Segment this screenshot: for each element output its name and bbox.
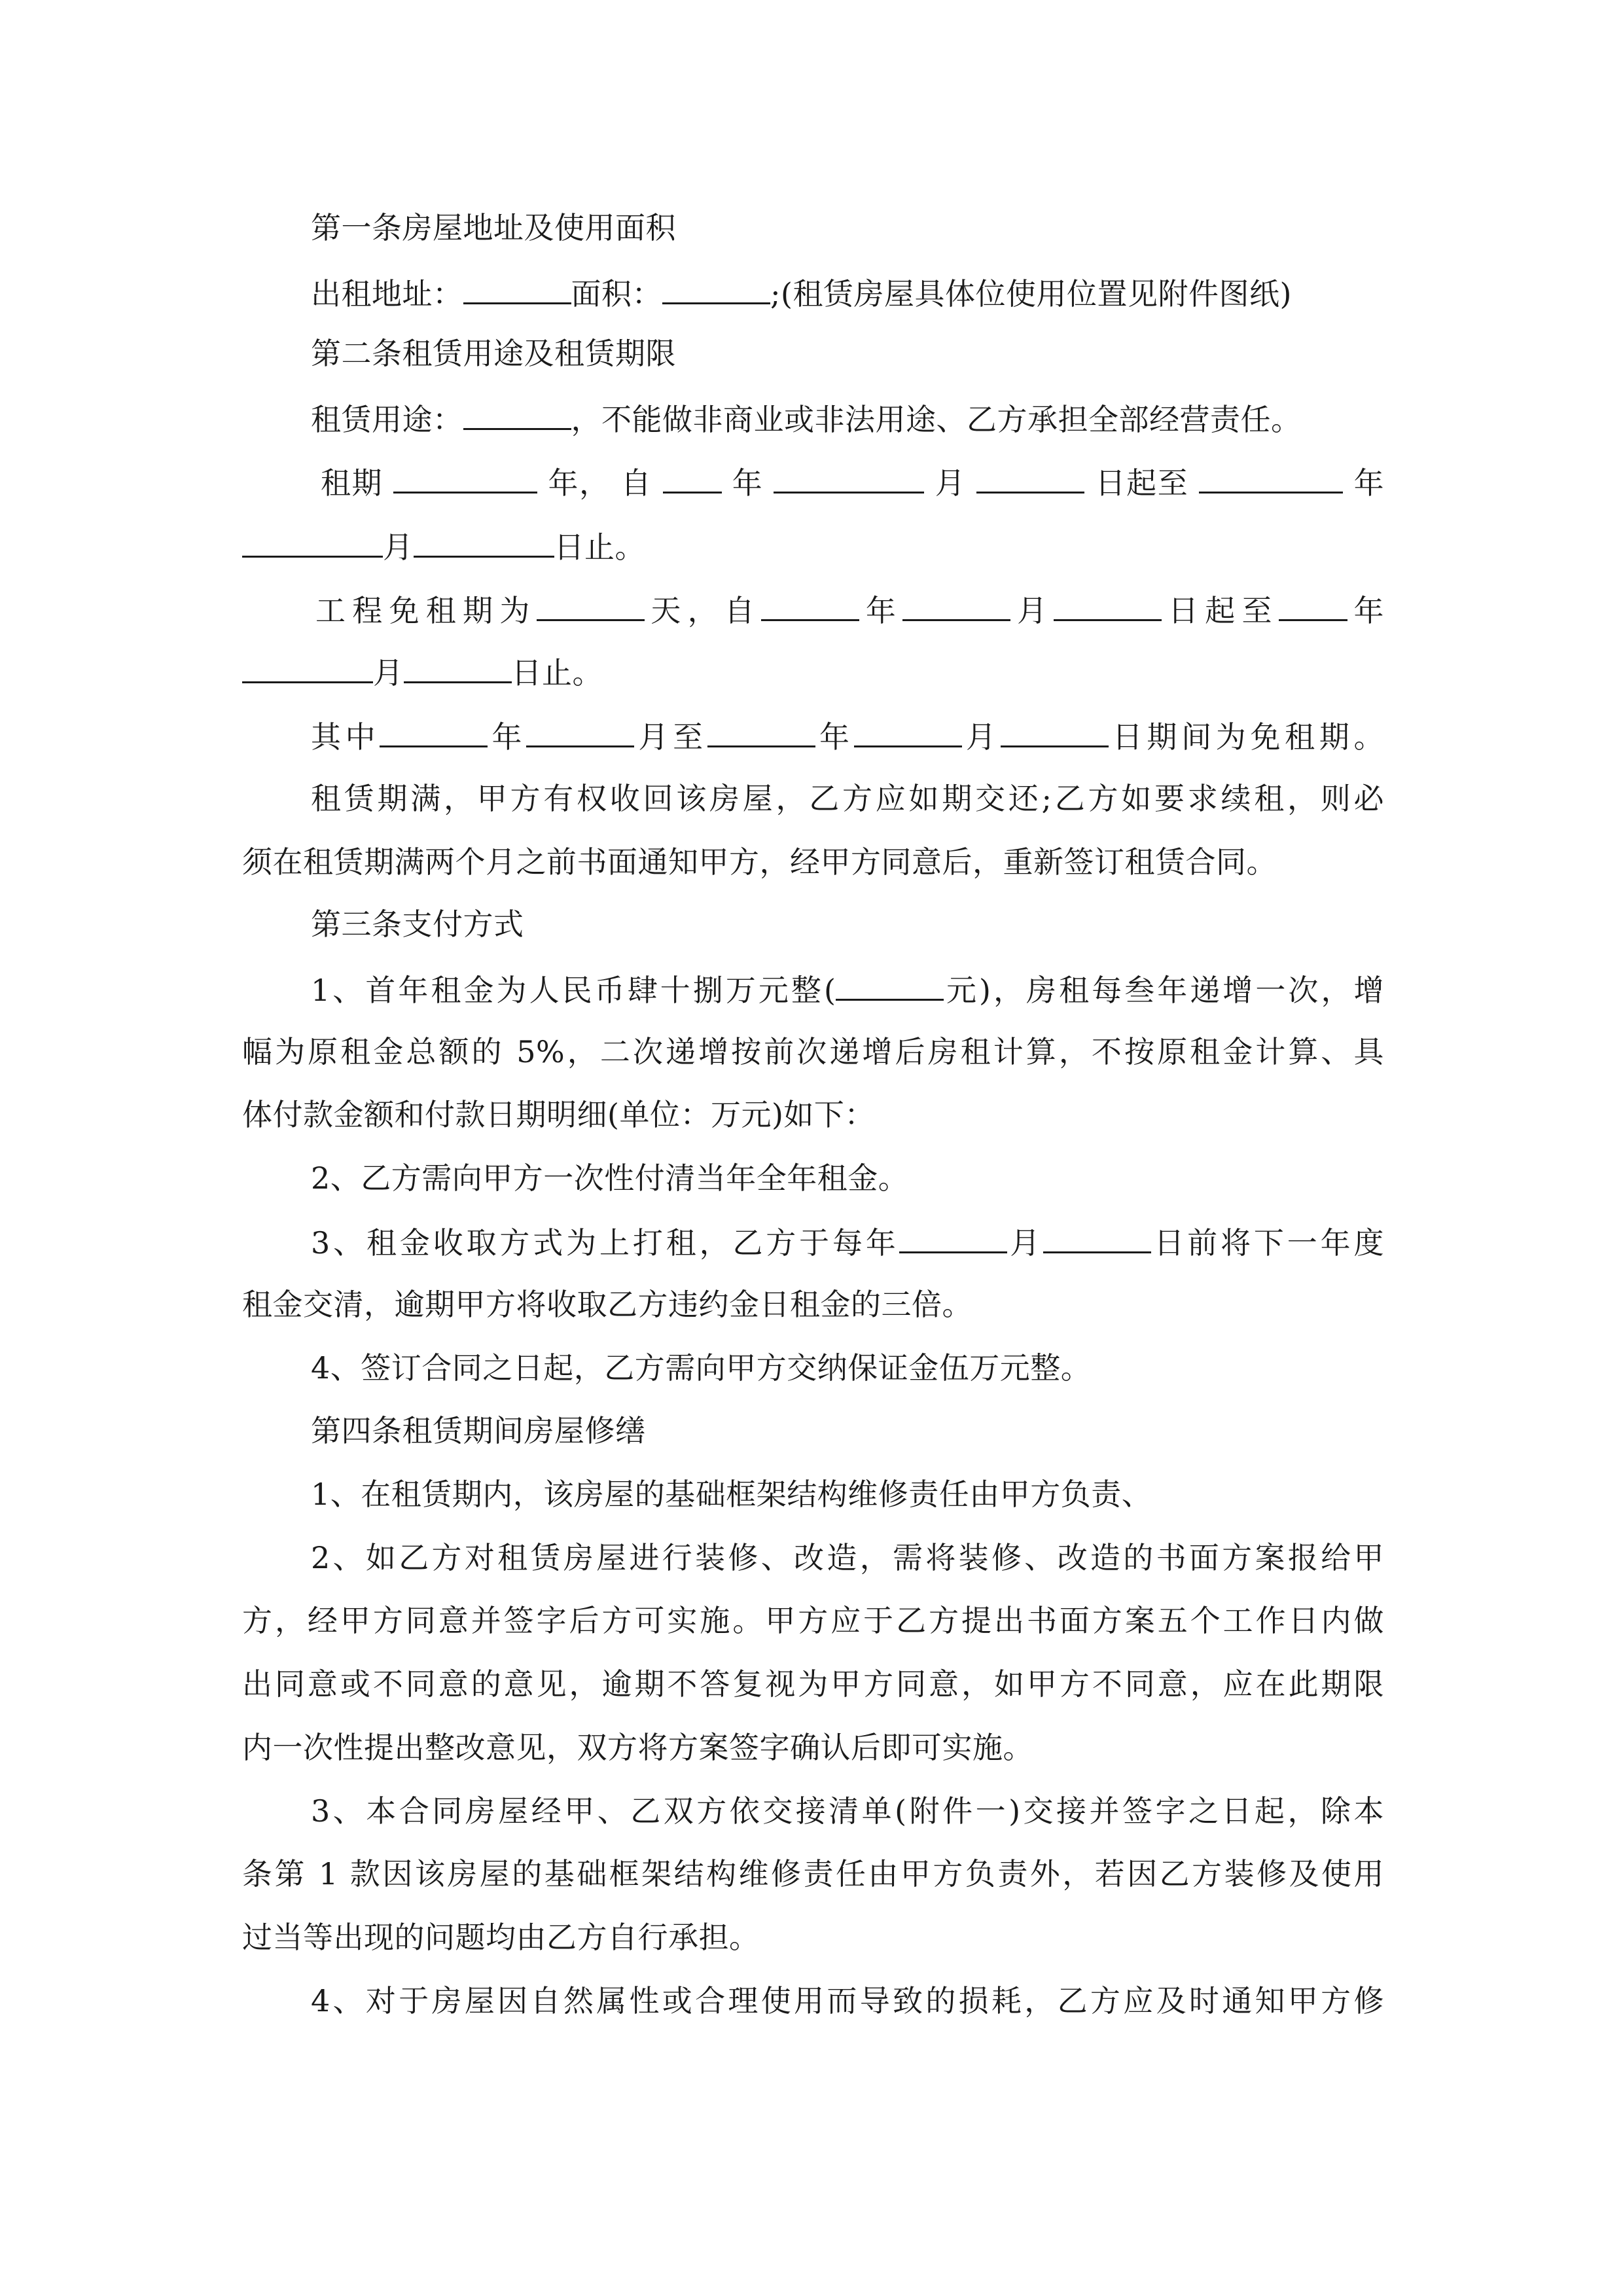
term-years-blank[interactable] [393, 461, 537, 493]
term-line-2: 月 日止。 [242, 526, 1384, 567]
repair-item2-line4: 内一次性提出整改意见，双方将方案签字确认后即可实施。 [242, 1730, 1033, 1765]
free-line-2: 月 日止。 [242, 651, 1384, 692]
repair-item3-line2: 条第 1 款因该房屋的基础框架结构维修责任由甲方负责外，若因乙方装修及使用 [242, 1856, 1384, 1892]
pay-month-blank[interactable] [899, 1221, 1007, 1253]
term-end-month-blank[interactable] [242, 526, 383, 558]
free-start-day-blank[interactable] [1054, 589, 1162, 621]
among-month-blank[interactable] [526, 715, 634, 747]
payment-item1-line2: 幅为原租金总额的 5%，二次递增按前次递增后房租计算，不按原租金计算、具 [242, 1034, 1384, 1069]
address-blank[interactable] [463, 272, 571, 304]
payment-item3-line1: 3、租金收取方式为上打租，乙方于每年 月 日前将下一年度 [311, 1221, 1384, 1263]
use-text: ，不能做非商业或非法用途、乙方承担全部经营责任。 [571, 402, 1302, 437]
term-start-day-blank[interactable] [976, 461, 1084, 493]
term-start-month-blank[interactable] [774, 461, 924, 493]
rent-amount-blank[interactable] [836, 969, 944, 1001]
term-line: 租期 年， 自 年 月 日起至 年 [321, 461, 1384, 503]
among-day-blank[interactable] [1001, 715, 1109, 747]
term-end-year-blank[interactable] [1199, 461, 1343, 493]
free-end-month-blank[interactable] [242, 651, 373, 683]
address-label: 出租地址： [311, 276, 463, 312]
payment-item4: 4、签订合同之日起，乙方需向甲方交纳保证金伍万元整。 [311, 1350, 1092, 1386]
repair-item2-line3: 出同意或不同意的意见，逾期不答复视为甲方同意，如甲方不同意，应在此期限 [242, 1666, 1384, 1702]
article4-heading: 第四条租赁期间房屋修缮 [311, 1413, 646, 1448]
area-label: 面积： [571, 276, 662, 312]
among-month2-blank[interactable] [854, 715, 962, 747]
term-start-year-blank[interactable] [663, 461, 722, 493]
free-end-year-blank[interactable] [1279, 589, 1347, 621]
area-blank[interactable] [662, 272, 770, 304]
free-days-blank[interactable] [537, 589, 645, 621]
among-year2-blank[interactable] [707, 715, 815, 747]
payment-item2: 2、乙方需向甲方一次性付清当年全年租金。 [311, 1160, 909, 1196]
free-end-day-blank[interactable] [404, 651, 512, 683]
use-label: 租赁用途： [311, 402, 463, 437]
article1-heading: 第一条房屋地址及使用面积 [311, 210, 676, 245]
address-line [311, 272, 1384, 314]
expiry-line-1: 租赁期满，甲方有权收回该房屋，乙方应如期交还;乙方如要求续租，则必 [311, 781, 1384, 816]
repair-item4-line1: 4、对于房屋因自然属性或合理使用而导致的损耗，乙方应及时通知甲方修 [311, 1983, 1384, 2018]
free-line: 工程免租期为 天，自 年 月 日起至 年 [315, 589, 1384, 630]
address-note: ;(租赁房屋具体位使用位置见附件图纸) [770, 276, 1292, 312]
free-start-year-blank[interactable] [761, 589, 859, 621]
payment-item1-line1: 1、首年租金为人民币肆十捌万元整( 元)，房租每叁年递增一次，增 [311, 969, 1384, 1010]
pay-day-blank[interactable] [1043, 1221, 1151, 1253]
article2-heading: 第二条租赁用途及租赁期限 [311, 336, 676, 371]
use-line [311, 398, 1384, 439]
repair-item2-line2: 方，经甲方同意并签字后方可实施。甲方应于乙方提出书面方案五个工作日内做 [242, 1603, 1384, 1638]
repair-item1: 1、在租赁期内，该房屋的基础框架结构维修责任由甲方负责、 [311, 1477, 1152, 1512]
among-year-blank[interactable] [380, 715, 488, 747]
article3-heading: 第三条支付方式 [311, 906, 524, 942]
free-start-month-blank[interactable] [902, 589, 1010, 621]
repair-item3-line3: 过当等出现的问题均由乙方自行承担。 [242, 1920, 760, 1955]
expiry-line-2: 须在租赁期满两个月之前书面通知甲方，经甲方同意后，重新签订租赁合同。 [242, 844, 1277, 880]
payment-item1-line3: 体付款金额和付款日期明细(单位：万元)如下： [242, 1097, 875, 1132]
repair-item2-line1: 2、如乙方对租赁房屋进行装修、改造，需将装修、改造的书面方案报给甲 [311, 1540, 1384, 1575]
repair-item3-line1: 3、本合同房屋经甲、乙双方依交接清单(附件一)交接并签字之日起，除本 [311, 1793, 1384, 1829]
term-end-day-blank[interactable] [414, 526, 554, 558]
payment-item3-line2: 租金交清，逾期甲方将收取乙方违约金日租金的三倍。 [242, 1287, 972, 1322]
among-line: 其中 年 月至 年 月 日期间为免租期。 [311, 715, 1384, 757]
use-blank[interactable] [463, 398, 571, 430]
